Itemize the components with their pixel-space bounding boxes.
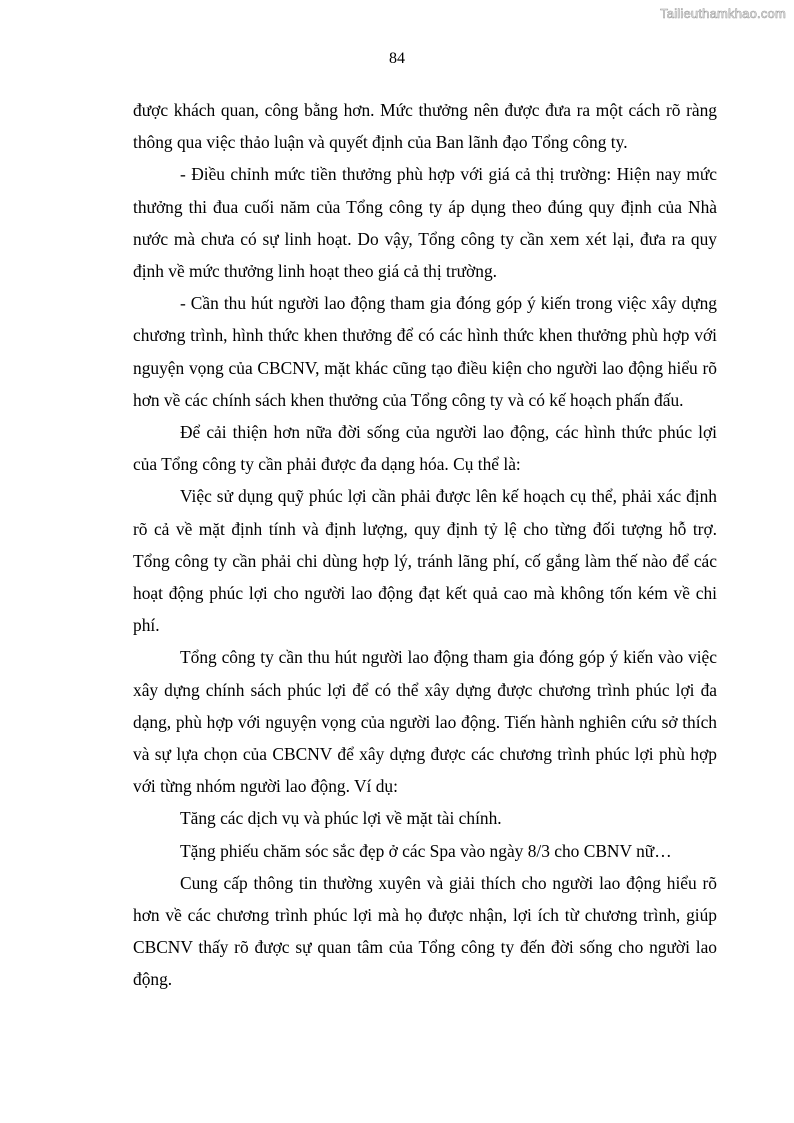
paragraph-employee-feedback: - Cần thu hút người lao động tham gia đóng góp ý kiến trong việc xây dựng chương trình, hình thức khen thưởng để có các hình thức khen thưởng phù hợp với nguyện vọng của CBCNV, mặt khác cũng tạo điều kiện cho người lao động hiểu rõ hơn về các chính sách khen thưởng của Tổng công ty và có kế hoạch phấn đấu. bbox=[133, 293, 717, 410]
paragraph-example-spa: Tặng phiếu chăm sóc sắc đẹp ở các Spa vào ngày 8/3 cho CBNV nữ… bbox=[180, 840, 672, 861]
paragraph-bonus-adjustment: - Điều chỉnh mức tiền thưởng phù hợp với giá cả thị trường: Hiện nay mức thưởng thi đua cuối năm của Tổng công ty áp dụng theo đúng quy định của Nhà nước mà chưa có sự linh hoạt. Do vậy, Tổng công ty cần xem xét lại, đưa ra quy định về mức thưởng linh hoạt theo giá cả thị trường. bbox=[133, 164, 717, 282]
paragraph-welfare-diversification: Để cải thiện hơn nữa đời sống của người lao động, các hình thức phúc lợi của Tổng công ty cần phải được đa dạng hóa. Cụ thể là: bbox=[133, 422, 717, 475]
paragraph-continuation: được khách quan, công bằng hơn. Mức thưởng nên được đưa ra một cách rõ ràng thông qua việc thảo luận và quyết định của Ban lãnh đạo Tổng công ty. bbox=[133, 100, 717, 153]
paragraph-information: Cung cấp thông tin thường xuyên và giải thích cho người lao động hiểu rõ hơn về các chương trình phúc lợi mà họ được nhận, lợi ích từ chương trình, giúp CBCNV thấy rõ được sự quan tâm của Tổng công ty đến đời sống cho người lao động. bbox=[133, 872, 717, 990]
paragraph-welfare-fund: Việc sử dụng quỹ phúc lợi cần phải được lên kế hoạch cụ thể, phải xác định rõ cả về mặt định tính và định lượng, quy định tỷ lệ cho từng đối tượng hỗ trợ. Tổng công ty cần phải chi dùng hợp lý, tránh lãng phí, cố gắng làm thế nào để các hoạt động phúc lợi cho người lao động đạt kết quả cao mà không tốn kém về chi phí. bbox=[133, 486, 717, 636]
paragraph-welfare-policy: Tổng công ty cần thu hút người lao động tham gia đóng góp ý kiến vào việc xây dựng chính sách phúc lợi để có thể xây dựng được chương trình phúc lợi đa dạng, phù hợp với nguyện vọng của người lao động. Tiến hành nghiên cứu sở thích và sự lựa chọn của CBCNV để xây dựng được các chương trình phúc lợi phù hợp với từng nhóm người lao động. Ví dụ: bbox=[133, 647, 717, 797]
watermark: Tailieuthamkhao.com bbox=[660, 6, 786, 21]
document-body bbox=[133, 94, 717, 996]
paragraph-example-financial: Tăng các dịch vụ và phúc lợi về mặt tài chính. bbox=[180, 808, 502, 829]
page-number: 84 bbox=[389, 50, 405, 67]
